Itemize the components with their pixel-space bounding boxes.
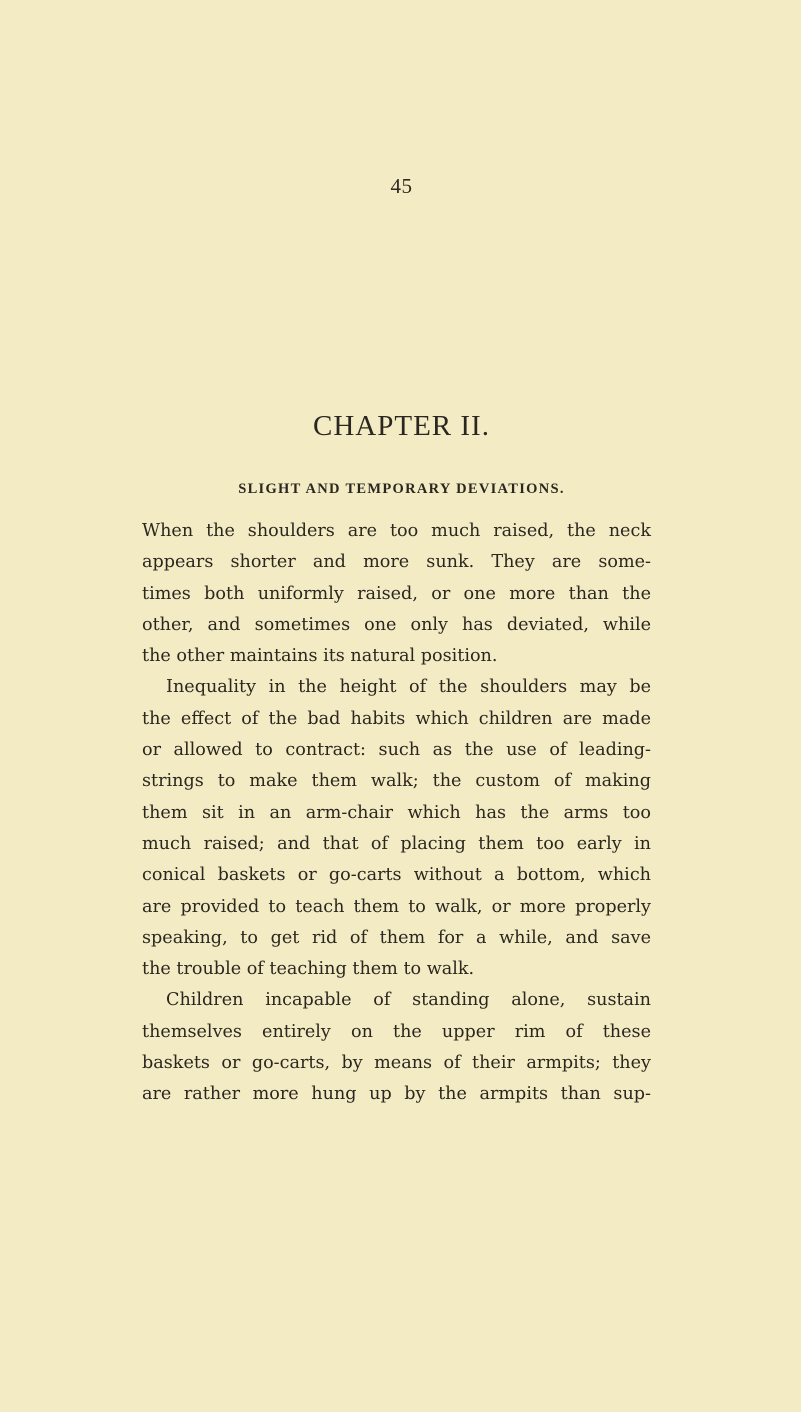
text-line: the effect of the bad habits which children are made — [142, 708, 651, 729]
text-line: speaking, to get rid of them for a while, and save — [142, 927, 651, 948]
text-line: are rather more hung up by the armpits than sup- — [142, 1084, 651, 1105]
text-line: much raised; and that of placing them too early in — [142, 833, 651, 854]
text-line: Children incapable of standing alone, sustain — [166, 990, 651, 1011]
text-line: or allowed to contract: such as the use of leading- — [142, 740, 651, 761]
text-line: appears shorter and more sunk. They are some- — [142, 552, 651, 573]
chapter-subtitle: SLIGHT AND TEMPORARY DEVIATIONS. — [238, 481, 565, 497]
text-line: other, and sometimes one only has deviated, while — [142, 614, 651, 635]
chapter-title: CHAPTER II. — [313, 410, 490, 442]
text-line: the other maintains its natural position. — [142, 646, 498, 667]
text-line: the trouble of teaching them to walk. — [142, 959, 475, 980]
text-line: are provided to teach them to walk, or more properly — [142, 896, 651, 917]
text-line: times both uniformly raised, or one more than the — [142, 583, 651, 604]
text-line: When the shoulders are too much raised, the neck — [142, 521, 651, 541]
text-line: conical baskets or go-carts without a bottom, which — [142, 865, 651, 886]
text-line: them sit in an arm-chair which has the arms too — [142, 802, 651, 823]
text-line: Inequality in the height of the shoulders may be — [166, 677, 651, 698]
text-line: baskets or go-carts, by means of their armpits; they — [142, 1053, 651, 1074]
page-number: 45 — [390, 174, 413, 198]
text-line: themselves entirely on the upper rim of these — [142, 1021, 651, 1042]
text-line: strings to make them walk; the custom of making — [142, 771, 651, 792]
body-text — [142, 516, 651, 1111]
